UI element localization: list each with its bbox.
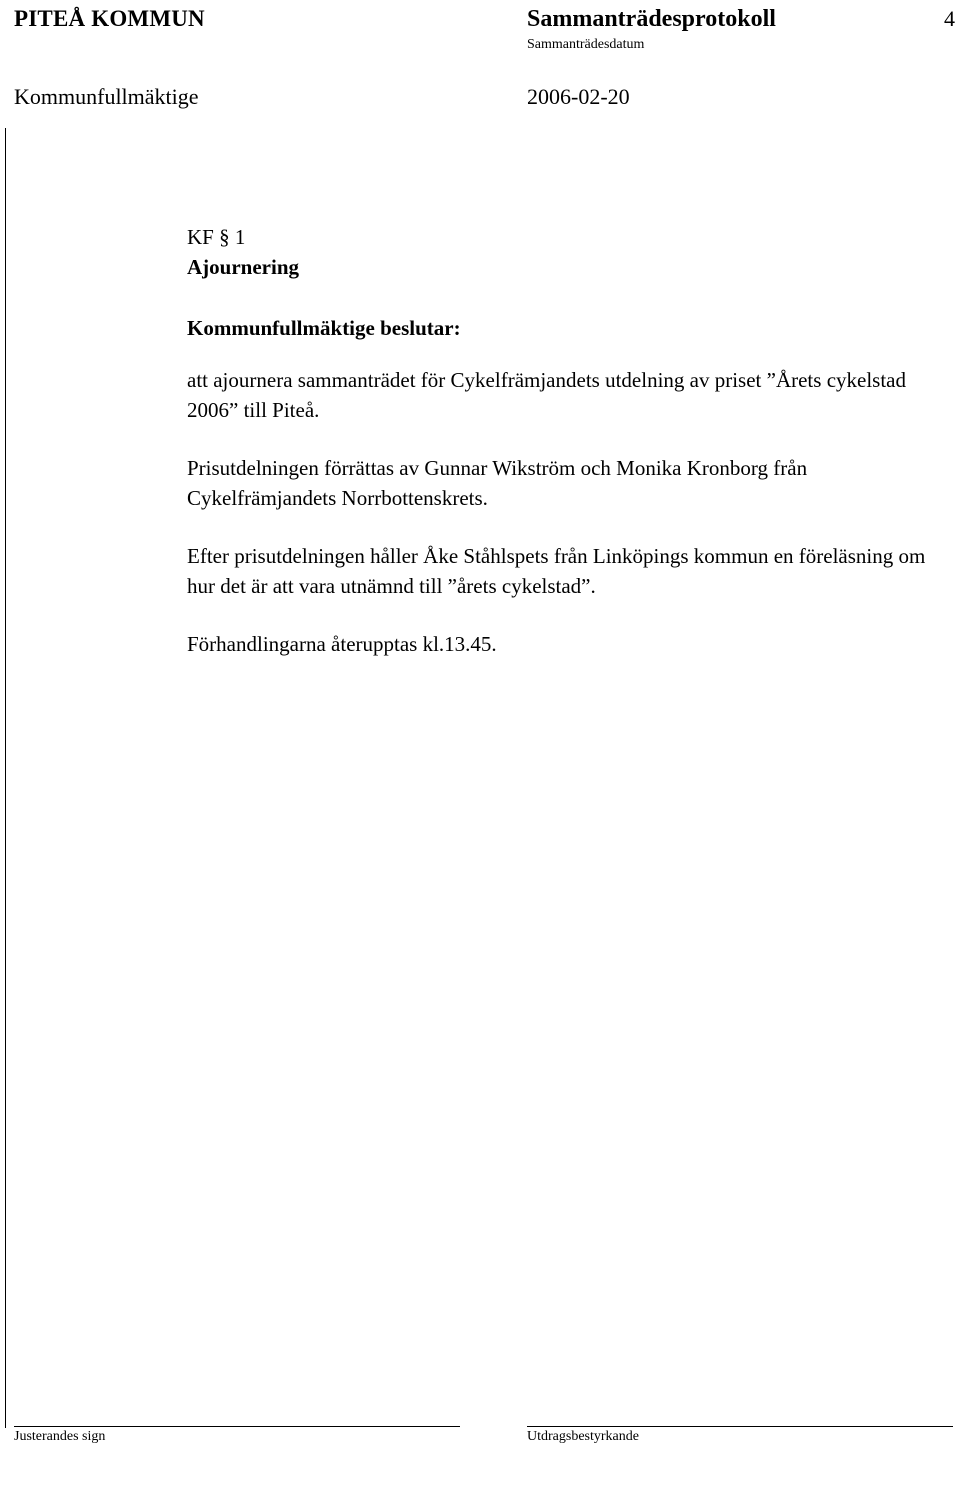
footer-signature-label: Justerandes sign xyxy=(14,1429,106,1444)
footer-rule-right xyxy=(527,1426,953,1427)
section-id: KF § 1 xyxy=(187,225,246,249)
lecture-paragraph: Efter prisutdelningen håller Åke Ståhlspets från Linköpings kommun en föreläsning om hur det är att vara utnämnd till ”årets cykelstad”. xyxy=(187,544,926,598)
resumption-paragraph: Förhandlingarna återupptas kl.13.45. xyxy=(187,632,497,656)
meeting-date: 2006-02-20 xyxy=(527,84,630,109)
decision-paragraph: att ajournera sammanträdet för Cykelfrämjandets utdelning av priset ”Årets cykelstad 2006” till Piteå. xyxy=(187,368,906,422)
left-margin-rule xyxy=(5,128,6,1428)
footer-rule-left xyxy=(14,1426,460,1427)
assembly-name: Kommunfullmäktige xyxy=(14,84,199,109)
document-title: Sammanträdesprotokoll xyxy=(527,6,776,32)
section-title: Ajournering xyxy=(187,255,299,279)
protocol-section xyxy=(187,222,952,659)
date-label: Sammanträdesdatum xyxy=(527,37,645,52)
page-number: 4 xyxy=(944,6,955,31)
organization-name: PITEÅ KOMMUN xyxy=(14,6,205,31)
decision-heading: Kommunfullmäktige beslutar: xyxy=(187,316,461,340)
award-paragraph: Prisutdelningen förrättas av Gunnar Wikström och Monika Kronborg från Cykelfrämjandets Norrbottenskrets. xyxy=(187,456,808,510)
footer-certification-label: Utdragsbestyrkande xyxy=(527,1429,639,1444)
